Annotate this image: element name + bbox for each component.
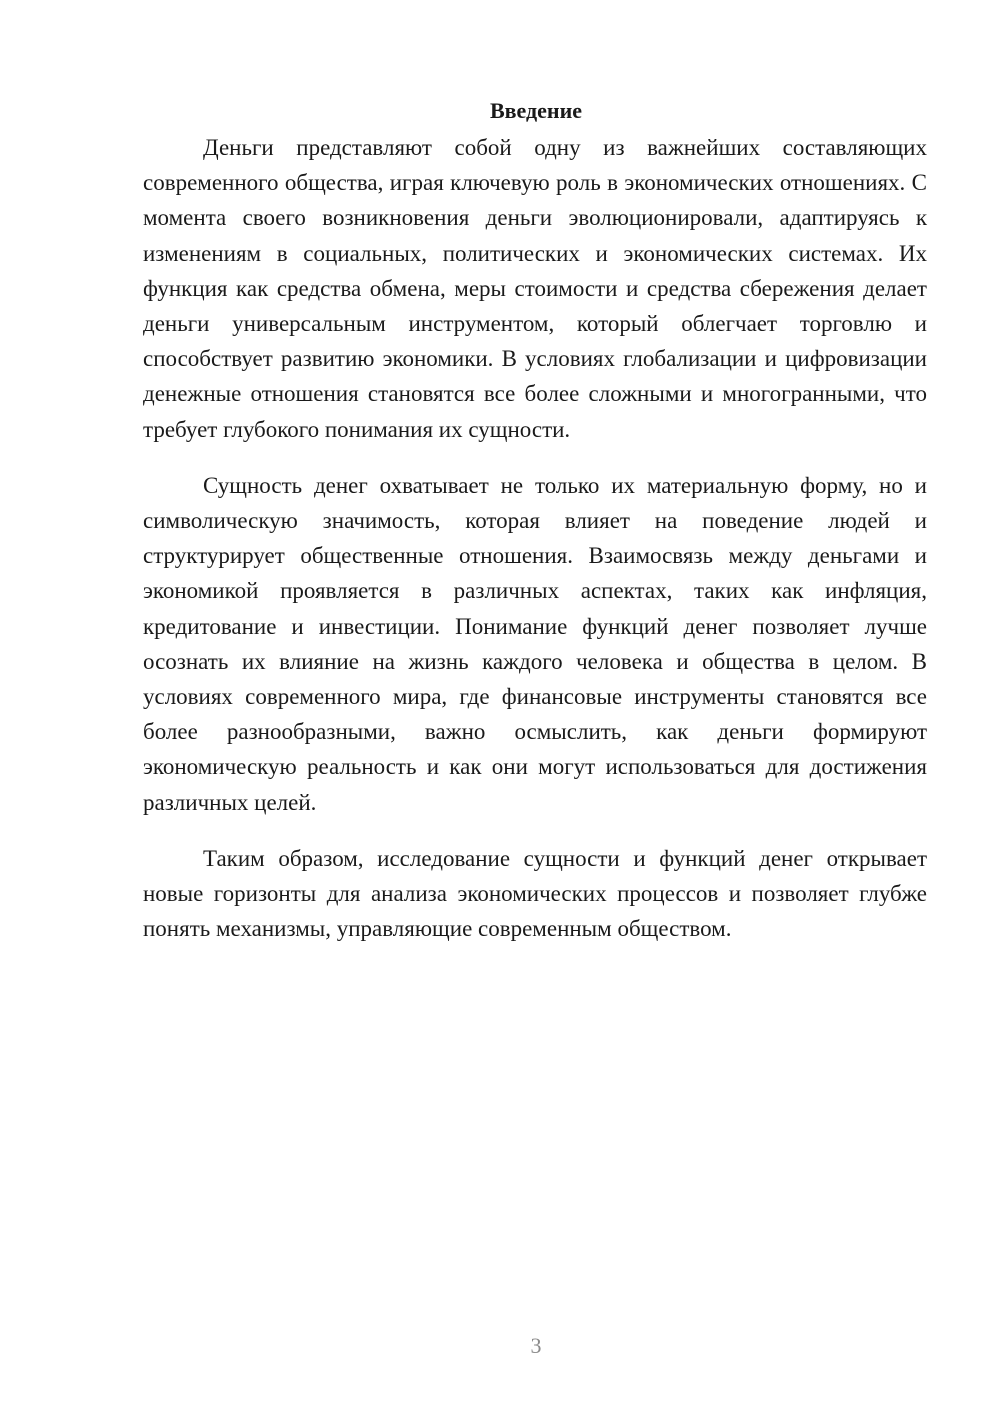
page-number: 3 <box>530 1333 542 1358</box>
paragraph-3: Таким образом, исследование сущности и функций денег открывает новые горизонты для анализа экономических процессов и позволяет глубже понять механизмы, управляющие современным обществом. <box>143 845 927 942</box>
paragraph-1: Деньги представляют собой одну из важнейших составляющих современного общества, играя ключевую роль в экономических отношениях. С момента своего возникновения деньги эволюционировали, адаптируясь к изменениям в социальных, политических и экономических системах. Их функция как средства обмена, меры стоимости и средства сбережения делает деньги универсальным инструментом, который облегчает торговлю и способствует развитию экономики. В условиях глобализации и цифровизации денежные отношения становятся все более сложными и многогранными, что требует глубокого понимания их сущности. <box>143 135 927 442</box>
page-content <box>143 96 927 967</box>
section-heading: Введение <box>489 98 583 123</box>
paragraph-2: Сущность денег охватывает не только их материальную форму, но и символическую значимость, которая влияет на поведение людей и структурирует общественные отношения. Взаимосвязь между деньгами и экономикой проявляется в различных аспектах, таких как инфляция, кредитование и инвестиции. Понимание функций денег позволяет лучше осознать их влияние на жизнь каждого человека и общества в целом. В условиях современного мира, где финансовые инструменты становятся все более разнообразными, важно осмыслить, как деньги формируют экономическую реальность и как они могут использоваться для достижения различных целей. <box>143 472 927 815</box>
